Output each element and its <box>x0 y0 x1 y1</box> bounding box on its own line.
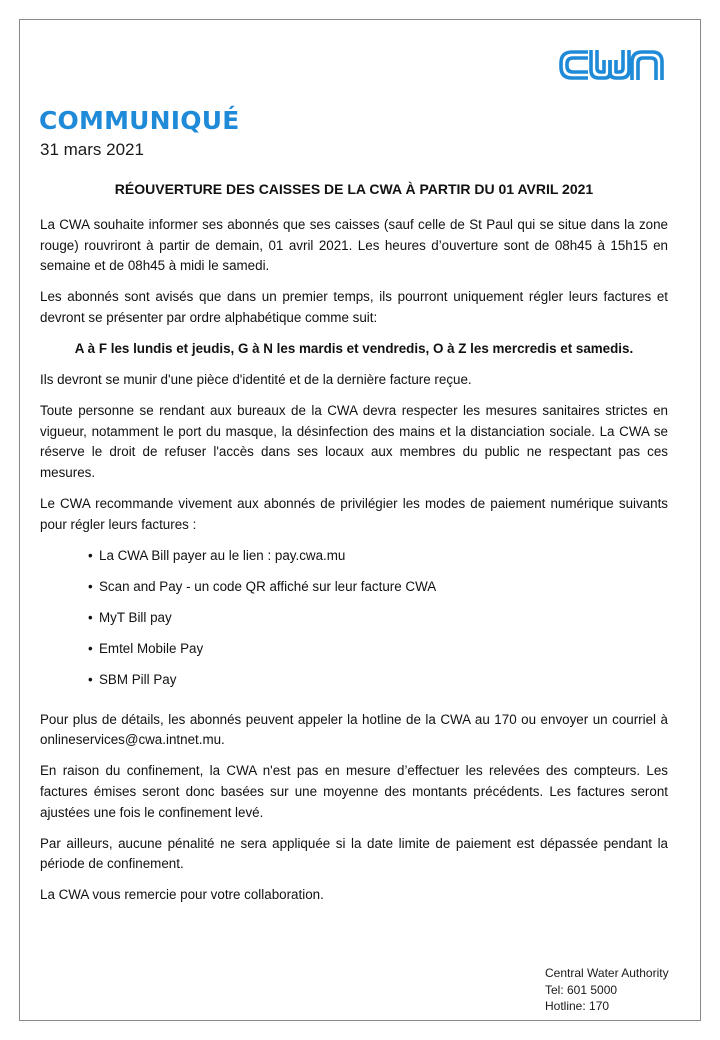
list-item: • La CWA Bill payer au le lien : pay.cwa.mu <box>40 546 668 577</box>
list-item: • MyT Bill pay <box>40 608 668 639</box>
paragraph-alphabetical-order: Les abonnés sont avisés que dans un premier temps, ils pourront uniquement régler leurs factures et devront se présenter par ordre alphabétique comme suit: <box>40 289 668 325</box>
bullet-icon: • <box>88 640 93 656</box>
paragraph-penalty: Par ailleurs, aucune pénalité ne sera appliquée si la date limite de paiement est dépassée pendant la période de confinement. <box>40 835 668 872</box>
payment-methods-list <box>40 546 668 701</box>
bullet-icon: • <box>88 671 93 687</box>
cwa-logo <box>558 48 664 82</box>
communique-title: RÉOUVERTURE DES CAISSES DE LA CWA À PARTIR DU 01 AVRIL 2021 <box>114 181 594 197</box>
paragraph-thanks: La CWA vous remercie pour votre collaboration. <box>40 887 324 903</box>
paragraph-confinement: En raison du confinement, la CWA n'est pas en mesure d’effectuer les relevées des compteurs. Les factures émises seront donc basées sur une moyenne des montants précédents. Les factures seront ajustées une fois le confinement levé. <box>40 763 668 820</box>
communique-date: 31 mars 2021 <box>40 140 144 159</box>
footer-hotline: Hotline: 170 <box>545 999 610 1013</box>
bullet-icon: • <box>88 578 93 594</box>
paragraph-contact: Pour plus de détails, les abonnés peuvent appeler la hotline de la CWA au 170 ou envoyer un courriel à onlineservices@cwa.intnet.mu. <box>40 711 668 748</box>
footer-contact <box>545 965 669 1015</box>
footer-tel: Tel: 601 5000 <box>545 982 618 997</box>
paragraph-payment-intro: Le CWA recommande vivement aux abonnés de privilégier les modes de paiement numérique suivants pour régler leurs factures : <box>40 496 668 532</box>
paragraph-opening: La CWA souhaite informer ses abonnés que ses caisses (sauf celle de St Paul qui se situe dans la zone rouge) rouvriront à partir de demain, 01 avril 2021. Les heures d’ouverture sont de 08h45 à 15h15 en semaine et de 08h45 à midi le samedi. <box>40 217 668 274</box>
list-item: • SBM Pill Pay <box>40 670 668 701</box>
communique-heading: COMMUNIQUÉ <box>39 106 240 135</box>
bullet-icon: • <box>88 547 93 563</box>
paragraph-sanitary: Toute personne se rendant aux bureaux de la CWA devra respecter les mesures sanitaires strictes en vigueur, notamment le port du masque, la désinfection des mains et la distanciation sociale. La CWA se réserve le droit de refuser l'accès dans ses locaux aux membres du public ne respectant pas ces mesures. <box>40 403 668 480</box>
page-heading <box>39 106 240 135</box>
communique-body <box>40 215 668 916</box>
schedule-line: A à F les lundis et jeudis, G à N les mardis et vendredis, O à Z les mercredis et samedis. <box>74 340 634 356</box>
list-item: • Emtel Mobile Pay <box>40 639 668 670</box>
paragraph-identity: Ils devront se munir d'une pièce d'identité et de la dernière facture reçue. <box>40 372 472 388</box>
list-item: • Scan and Pay - un code QR affiché sur leur facture CWA <box>40 577 668 608</box>
bullet-icon: • <box>88 609 93 625</box>
footer-org: Central Water Authority <box>545 966 669 980</box>
